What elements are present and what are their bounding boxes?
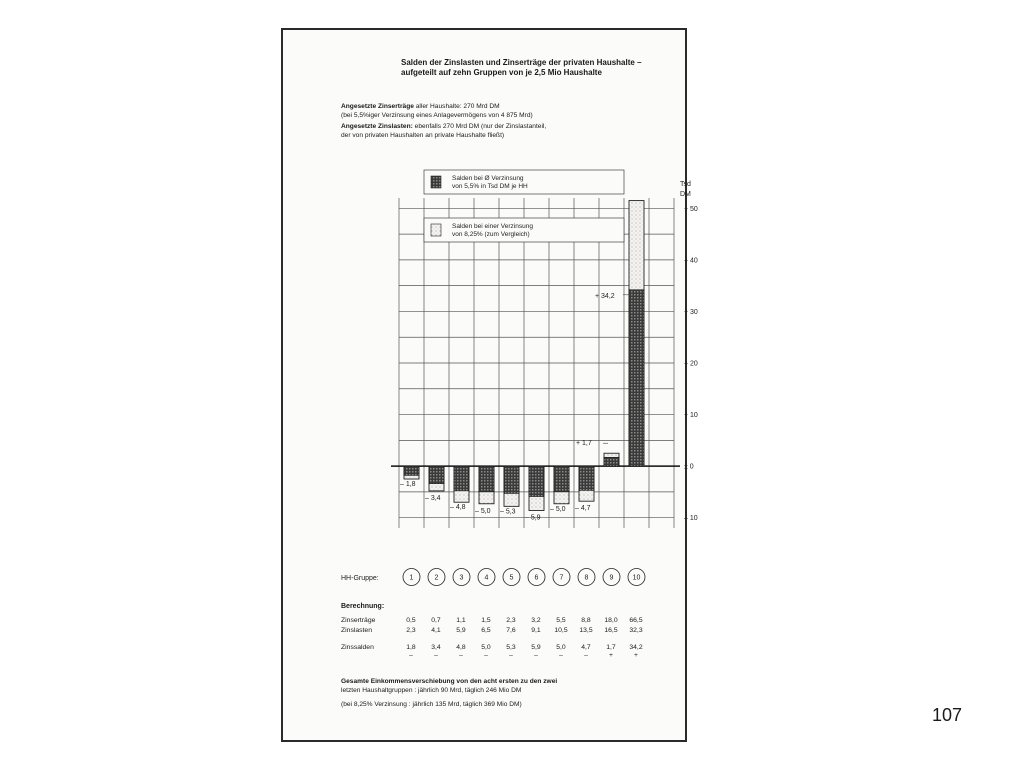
calc-cell: 4,7 — [581, 644, 591, 651]
bar-chart — [283, 30, 698, 590]
calc-sign: – — [559, 652, 563, 659]
y-tick-label: + 50 — [684, 205, 698, 213]
bar-5-5 — [629, 290, 644, 466]
title-line-1: Salden der Zinslasten und Zinserträge der privaten Haushalte – — [401, 58, 642, 67]
calc-cell: 10,5 — [554, 627, 568, 634]
y-tick-label: + 30 — [684, 308, 698, 316]
calc-cell: 5,0 — [481, 644, 491, 651]
group-circles — [341, 569, 645, 586]
footer-line-1: Gesamte Einkommensverschiebung von den acht ersten zu den zwei — [341, 678, 558, 685]
calc-cell: 1,5 — [481, 617, 491, 624]
legend-text: von 5,5% in Tsd DM je HH — [452, 183, 528, 190]
y-tick-label: – 10 — [684, 515, 698, 523]
calc-cell: 2,3 — [506, 617, 516, 624]
data-label: – 5,9 — [525, 514, 541, 522]
calc-sign: – — [534, 652, 538, 659]
calc-cell: 5,9 — [531, 644, 541, 651]
unit-label: DM — [680, 191, 691, 198]
bar-5-5 — [604, 457, 619, 466]
calc-cell: 5,0 — [556, 644, 566, 651]
unit-label: Tsd — [680, 181, 691, 188]
bar-5-5 — [579, 466, 594, 490]
group-number: 8 — [584, 574, 589, 582]
data-label: – 5,0 — [550, 505, 566, 513]
calc-row-label: Zinssalden — [341, 644, 374, 651]
group-number: 2 — [434, 574, 439, 582]
group-number: 1 — [409, 574, 414, 582]
calc-cell: 18,0 — [604, 617, 618, 624]
legend-box — [424, 218, 624, 242]
data-label: + 34,2 — [595, 292, 615, 300]
page-number: 107 — [932, 705, 963, 725]
intro-bold-1: Angesetzte Zinserträge — [341, 103, 414, 110]
calc-cell: 0,5 — [406, 617, 416, 624]
calc-sign: – — [409, 652, 413, 659]
intro-line-4: der von privaten Haushalten an private Haushalte fließt) — [341, 132, 505, 139]
calc-cell: 66,5 — [629, 617, 643, 624]
y-tick-label: + 20 — [684, 360, 698, 368]
calc-cell: 5,3 — [506, 644, 516, 651]
calc-cell: 5,9 — [456, 627, 466, 634]
data-label: – 5,3 — [500, 508, 516, 516]
calc-cell: 1,1 — [456, 617, 466, 624]
bar-5-5 — [529, 466, 544, 496]
intro-rest-3: ebenfalls 270 Mrd DM (nur der Zinslastanteil, — [412, 123, 547, 130]
calc-sign: – — [584, 652, 588, 659]
data-label: – 1,8 — [400, 481, 416, 489]
calc-cell: 4,1 — [431, 627, 441, 634]
data-label: – 4,7 — [575, 505, 591, 513]
legend-box — [424, 170, 624, 194]
title-line-2: aufgeteilt auf zehn Gruppen von je 2,5 Mio Haushalte — [401, 68, 602, 77]
calc-sign: – — [434, 652, 438, 659]
calc-cell: 13,5 — [579, 627, 593, 634]
calc-cell: 8,8 — [581, 617, 591, 624]
calc-cell: 3,4 — [431, 644, 441, 651]
footer-line-3: (bei 8,25% Verzinsung : jährlich 135 Mrd, täglich 369 Mio DM) — [341, 701, 522, 708]
calc-cell: 32,3 — [629, 627, 643, 634]
calc-sign: – — [459, 652, 463, 659]
calc-cell: 4,8 — [456, 644, 466, 651]
legend-text: Salden bei Ø Verzinsung — [452, 175, 524, 182]
y-tick-label: + 10 — [684, 412, 698, 420]
calc-cell: 7,6 — [506, 627, 516, 634]
calc-cell: 16,5 — [604, 627, 618, 634]
group-number: 9 — [609, 574, 614, 582]
y-tick-label: ± 0 — [684, 463, 694, 471]
bar-5-5 — [554, 466, 569, 492]
group-number: 4 — [484, 574, 489, 582]
bar-5-5 — [504, 466, 519, 493]
calc-cell: 1,7 — [606, 644, 616, 651]
group-number: 5 — [509, 574, 514, 582]
calc-sign: + — [609, 652, 613, 659]
group-number: 7 — [559, 574, 564, 582]
calc-sign: + — [634, 652, 638, 659]
footer-line-2: letzten Haushaltgruppen : jährlich 90 Mrd, täglich 246 Mio DM — [341, 687, 522, 694]
calc-sign: – — [509, 652, 513, 659]
calculation-heading: Berechnung: — [341, 603, 385, 610]
intro-line-2: (bei 5,5%iger Verzinsung eines Anlagevermögens von 4 875 Mrd) — [341, 112, 533, 119]
calc-cell: 1,8 — [406, 644, 416, 651]
calc-row-label: Zinserträge — [341, 617, 376, 624]
x-axis-label: HH-Gruppe: — [341, 575, 379, 582]
bar-5-5 — [429, 466, 444, 484]
group-number: 6 — [534, 574, 539, 582]
intro-rest-1: aller Haushalte: 270 Mrd DM — [413, 103, 500, 110]
group-number: 10 — [632, 574, 641, 582]
calc-cell: 3,2 — [531, 617, 541, 624]
legend-swatch-5-5 — [431, 176, 441, 188]
calc-cell: 34,2 — [629, 644, 643, 651]
data-label: + 1,7 — [576, 440, 592, 448]
calc-sign: – — [484, 652, 488, 659]
y-tick-label: + 40 — [684, 257, 698, 265]
data-label: – 4,8 — [450, 504, 466, 512]
legend-swatch-8-25 — [431, 224, 441, 236]
intro-bold-3: Angesetzte Zinslasten: — [341, 123, 413, 130]
bar-5-5 — [454, 466, 469, 491]
calc-cell: 0,7 — [431, 617, 441, 624]
document-page — [281, 28, 698, 742]
data-label: – 3,4 — [425, 494, 441, 502]
bar-5-5 — [479, 466, 494, 492]
calc-cell: 6,5 — [481, 627, 491, 634]
calc-cell: 9,1 — [531, 627, 541, 634]
calc-row-label: Zinslasten — [341, 627, 372, 634]
bar-5-5 — [404, 466, 419, 475]
group-number: 3 — [459, 574, 464, 582]
legend-text: von 8,25% (zum Vergleich) — [452, 231, 530, 238]
data-label: – 5,0 — [475, 507, 491, 515]
calc-cell: 2,3 — [406, 627, 416, 634]
legend-text: Salden bei einer Verzinsung — [452, 223, 533, 230]
calc-cell: 5,5 — [556, 617, 566, 624]
